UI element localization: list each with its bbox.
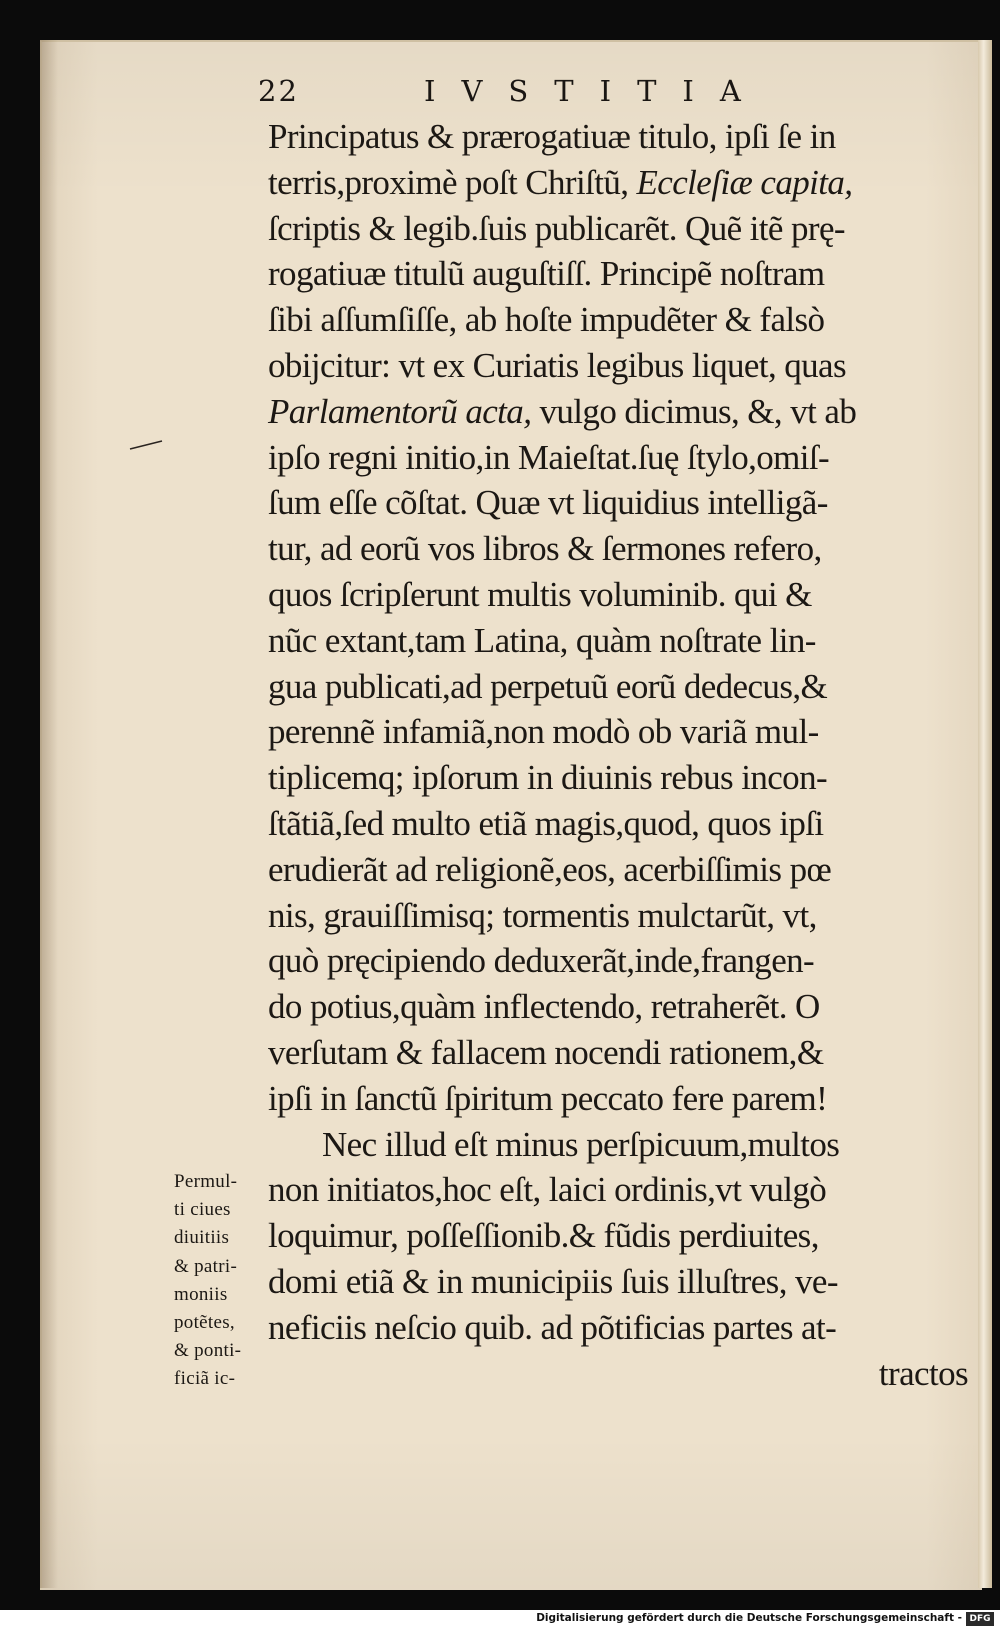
italic-phrase: Eccleſiæ capita, (636, 162, 853, 202)
margin-line: & ponti- (174, 1340, 242, 1362)
paragraph-start-line: Nec illud eſt minus perſpicuum,multos (322, 1124, 840, 1164)
margin-line: potẽtes, (174, 1311, 235, 1333)
margin-line: Permul- (174, 1171, 238, 1192)
text-line: quò pręcipiendo deduxerãt,inde,frangen- (268, 941, 815, 981)
text-line: ſum eſſe cõſtat. Quæ vt liquidius intelligã- (268, 483, 828, 523)
text-line: erudierãt ad religionẽ,eos, acerbiſſimis pœ (268, 849, 832, 889)
text-line: Principatus & prærogatiuæ titulo, ipſi ſe in (268, 117, 836, 156)
text-line: ſibi aſſumſiſſe, ab hoſte impudẽter & falsò (268, 300, 825, 340)
text-line: tiplicemq; ipſorum in diuinis rebus incon- (268, 758, 828, 798)
text-line: terris,proximè poſt Chriſtũ, Eccleſiæ capita, (268, 162, 853, 202)
footer-credit: Digitalisierung gefördert durch die Deutsche Forschungsgemeinschaft - (536, 1612, 962, 1624)
dfg-logo-icon: DFG (966, 1612, 994, 1626)
footer-bar (0, 1610, 1000, 1630)
page-number: 22 (258, 74, 299, 108)
marginal-note (174, 1168, 274, 1394)
text-line: Parlamentorũ acta, vulgo dicimus, &, vt ab (268, 391, 857, 431)
margin-line: & patri- (174, 1255, 238, 1277)
text-line: quos ſcripſerunt multis voluminib. qui & (268, 574, 812, 614)
page-edge (978, 40, 992, 1588)
text-line: nis, grauiſſimisq; tormentis mulctarũt, vt, (268, 895, 817, 935)
margin-line: ficiã ic- (174, 1368, 236, 1390)
text-line: non initiatos,hoc eſt, laici ordinis,vt vulgò (268, 1170, 827, 1210)
text-line: domi etiã & in municipiis ſuis illuſtres, ve- (268, 1261, 838, 1301)
gutter-shadow (40, 40, 58, 1588)
margin-line: diuitiis (174, 1227, 230, 1249)
italic-phrase: Parlamentorũ acta, (268, 391, 532, 431)
text-line: nũc extant,tam Latina, quàm noſtrate lin- (268, 620, 816, 660)
running-header (258, 74, 958, 114)
text-line: ſcriptis & legib.ſuis publicarẽt. Quẽ itẽ prę- (268, 208, 845, 248)
text-line: gua publicati,ad perpetuũ eorũ dedecus,& (268, 666, 828, 706)
body-text (268, 114, 968, 1396)
text-line: ſtãtiã,ſed multo etiã magis,quod, quos ipſi (268, 803, 824, 843)
margin-pen-mark (128, 440, 164, 450)
text-line: perennẽ infamiã,non modò ob variã mul- (268, 712, 819, 752)
text-line: do potius,quàm inflectendo, retraherẽt. O (268, 987, 820, 1027)
text-line: neficiis neſcio quib. ad põtificias partes at- (268, 1307, 837, 1347)
text-line: rogatiuæ titulũ auguſtiſſ. Principẽ noſtram (268, 254, 825, 294)
text-line: obijcitur: vt ex Curiatis legibus liquet, quas (268, 345, 847, 385)
text-line: verſutam & fallacem nocendi rationem,& (268, 1032, 824, 1072)
running-title: IVSTITIA (424, 74, 767, 108)
text-line: tur, ad eorũ vos libros & ſermones refero, (268, 529, 822, 569)
catchword: tractos (878, 1353, 968, 1393)
text-line: ipſi in ſanctũ ſpiritum peccato fere parem! (268, 1078, 828, 1118)
margin-line: moniis (174, 1283, 228, 1305)
margin-line: ti ciues (174, 1199, 231, 1221)
text-line: loquimur, poſſeſſionib.& fũdis perdiuites, (268, 1216, 819, 1256)
text-line: ipſo regni initio,in Maieſtat.ſuę ſtylo,omiſ- (268, 437, 830, 477)
